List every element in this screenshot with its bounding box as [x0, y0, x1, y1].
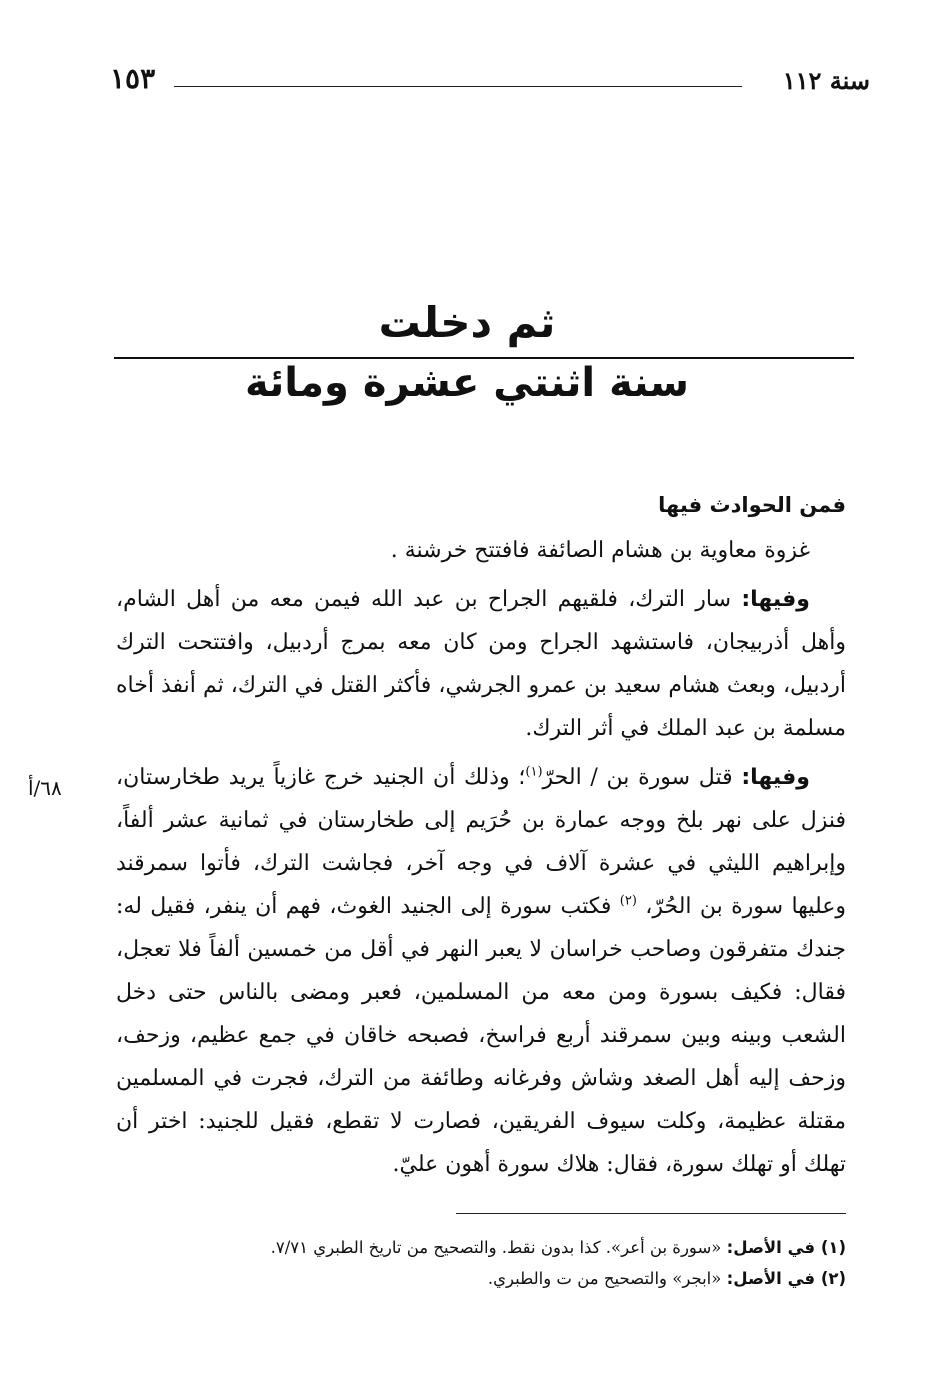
footnote-1-text: «سورة بن أعر». كذا بدون نقط. والتصحيح من تاريخ الطبري ٧/٧١.: [270, 1238, 727, 1257]
footnote-ref-2: (٢): [619, 893, 637, 909]
running-header-rule: [174, 86, 742, 87]
footnote-1-label: (١) في الأصل:: [726, 1238, 846, 1257]
paragraph-2-lead: وفيها:: [741, 587, 810, 612]
body-text: [116, 484, 846, 1192]
footnote-2-label: (٢) في الأصل:: [726, 1269, 846, 1288]
page-number: ١٥٣: [110, 62, 156, 95]
footnote-2: [116, 1263, 846, 1294]
footnote-2-text: «ابجر» والتصحيح من ت والطبري.: [487, 1269, 727, 1288]
manuscript-folio-note: ٦٨/أ: [28, 776, 62, 800]
section-heading: فمن الحوادث فيها: [658, 493, 846, 517]
chapter-title-line2: سنة اثنتي عشرة ومائة: [244, 360, 689, 406]
paragraph-3-text-c: فكتب سورة إلى الجنيد الغوث، فهم أن ينفر، فقيل له: جندك متفرقون وصاحب خراسان لا يعبر النهر في أقل من خمسين ألفاً فلا تعجل، فقال: فكيف بسورة ومن معه من المسلمين، فعبر ومضى بالناس حتى دخل الشعب وبينه وبين سمرقند أربع فراسخ، فصبحه خاقان في جمع عظيم، وزحف، وزحف إليه أهل الصغد وشاش وفرغانه وطائفة من الترك، فجرت في المسلمين مقتلة عظيمة، وكلت سيوف الفريقين، فصارت لا تقطع، فقيل للجنيد: اختر أن تهلك أو تهلك سورة، فقال: هلاك سورة أهون عليّ.: [116, 894, 846, 1177]
paragraph-2-text: سار الترك، فلقيهم الجراح بن عبد الله فيمن معه من أهل الشام، وأهل أذربيجان، فاستشهد الجراح ومن كان معه بمرج أردبيل، وافتتحت الترك أردبيل، وبعث هشام سعيد بن عمرو الجرشي، فأكثر القتل في الترك، ثم أنفذ أخاه مسلمة بن عبد الملك في أثر الترك.: [116, 587, 846, 741]
footnotes: [116, 1232, 846, 1294]
paragraph-1: [116, 529, 846, 572]
running-header-chapter: سنة ١١٢: [782, 66, 870, 95]
running-header: [110, 62, 870, 102]
paragraph-3-lead: وفيها:: [741, 765, 810, 790]
paragraph-1-text: غزوة معاوية بن هشام الصائفة فافتتح خرشنة .: [390, 538, 810, 563]
paragraph-3-text-b: ؛ وذلك أن الجنيد خرج غازياً يريد طخارستان، فنزل على نهر بلخ ووجه عمارة بن حُرَيم إلى طخارستان في ثمانية عشر ألفاً، وإبراهيم الليثي في عشرة آلاف في وجه آخر، فجاشت الترك، فأتوا سمرقند وعليها سورة بن الحُرّ،: [116, 765, 846, 919]
paragraph-2: [116, 578, 846, 750]
title-divider: [114, 357, 854, 359]
footnote-ref-1: (١): [525, 764, 543, 780]
chapter-title-line1: ثم دخلت: [378, 298, 556, 347]
footnote-divider: [456, 1213, 846, 1214]
paragraph-3-text-a: قتل سورة بن / الحرّ: [542, 765, 742, 790]
footnote-1: [116, 1232, 846, 1263]
paragraph-3: [116, 756, 846, 1186]
